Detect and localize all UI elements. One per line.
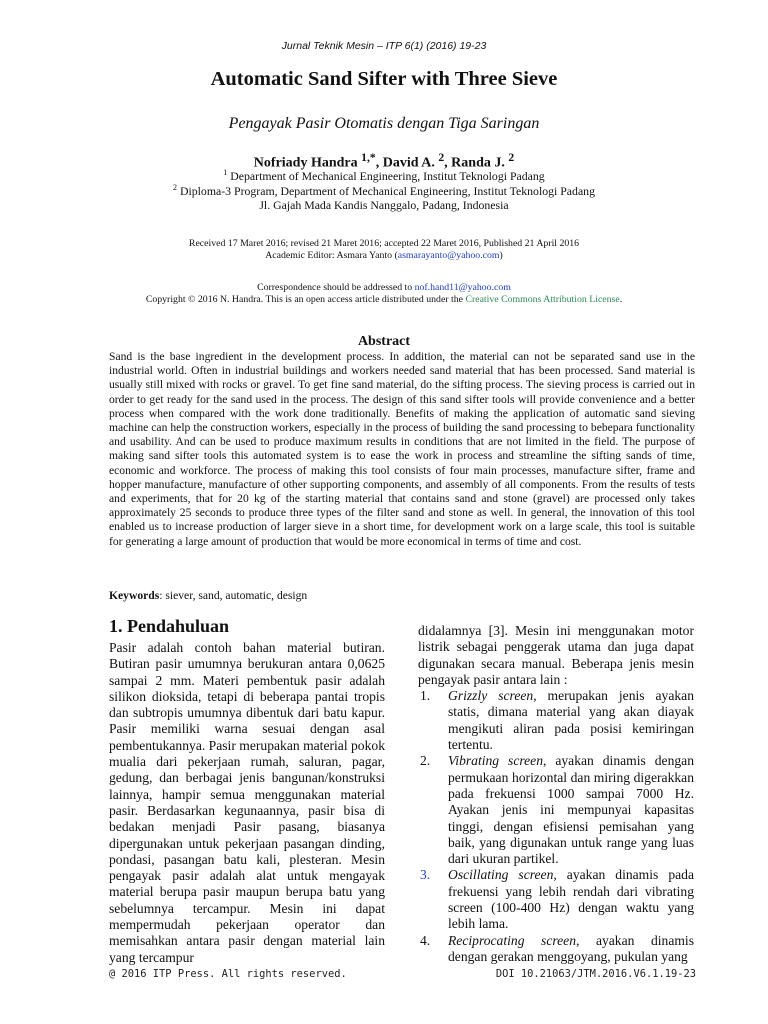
- list-term: Vibrating screen: [448, 753, 544, 769]
- article-dates: Received 17 Maret 2016; revised 21 Maret 2016; accepted 22 Maret 2016, Published 21 April 2016: [188, 238, 580, 249]
- list-item: [418, 867, 694, 932]
- list-term: Grizzly screen: [448, 688, 534, 704]
- editor-suffix: ): [499, 250, 503, 261]
- affil-mark: 2: [173, 183, 177, 192]
- keywords-label: Keywords: [109, 589, 160, 602]
- correspondence-email-link[interactable]: nof.hand11@yahoo.com: [414, 282, 511, 293]
- affiliation-2: [0, 183, 768, 199]
- list-item: [418, 688, 694, 753]
- list-text: , ayakan dinamis dengan permukaan horizontal dan miring digerakkan pada frekuensi 1000 sampai 7000 Hz. Ayakan jenis ini mempunyai kapasitas tinggi, dengan efisiensi pemisahan yang baik, yang digunakan untuk range yang luas dari ukuran partikel.: [448, 753, 694, 867]
- copyright-suffix: .: [619, 294, 623, 305]
- correspondence-label: Correspondence should be addressed to: [257, 282, 415, 293]
- author-name: , David A.: [375, 155, 439, 171]
- affil-mark: 1: [223, 168, 228, 177]
- copyright-notice: [0, 294, 768, 305]
- keywords: [109, 589, 307, 602]
- correspondence: [0, 282, 768, 293]
- list-term: Reciprocating screen: [448, 932, 577, 948]
- journal-header: Jurnal Teknik Mesin – ITP 6(1) (2016) 19-23: [281, 40, 487, 52]
- author-name: , Randa J.: [444, 155, 509, 171]
- abstract-heading: Abstract: [357, 334, 411, 349]
- list-item: [418, 753, 694, 867]
- keywords-text: : siever, sand, automatic, design: [159, 589, 308, 602]
- author-affil-mark: 2: [438, 151, 445, 164]
- list-number: 1.: [420, 688, 431, 704]
- section-heading: 1. Pendahuluan: [109, 616, 230, 636]
- left-column: [109, 640, 385, 966]
- list-number: 2.: [420, 753, 431, 769]
- affil-text: Department of Mechanical Engineering, Institut Teknologi Padang: [227, 168, 545, 183]
- paper-title: Automatic Sand Sifter with Three Sieve: [210, 68, 558, 90]
- editor-label: Academic Editor: Asmara Yanto (: [265, 250, 398, 261]
- affil-text: Diploma-3 Program, Department of Mechanical Engineering, Institut Teknologi Padang: [177, 183, 595, 198]
- author-affil-mark: 2: [508, 151, 515, 164]
- footer-copyright: @ 2016 ITP Press. All rights reserved.: [109, 968, 347, 980]
- author-affil-mark: 1,*: [361, 151, 376, 164]
- footer-doi: DOI 10.21063/JTM.2016.V6.1.19-23: [495, 968, 696, 980]
- body-paragraph: didalamnya [3]. Mesin ini menggunakan motor listrik sebagai penggerak utama dan juga dapat digunakan secara manual. Beberapa jenis mesin pengayak pasir antara lain :: [418, 623, 694, 687]
- license-link[interactable]: Creative Commons Attribution License: [465, 294, 620, 305]
- list-number: 4.: [420, 932, 431, 948]
- right-column: [418, 623, 694, 965]
- author-name: Nofriady Handra: [253, 155, 362, 171]
- copyright-text: Copyright © 2016 N. Handra. This is an open access article distributed under the: [145, 294, 466, 305]
- list-text: , ayakan dinamis dengan gerakan menggoyang, pukulan yang: [448, 932, 694, 964]
- paper-subtitle: Pengayak Pasir Otomatis dengan Tiga Saringan: [228, 115, 540, 132]
- list-text: , merupakan jenis ayakan statis, dimana material yang akan diayak mengikuti aliran pada posisi kemiringan tertentu.: [448, 688, 694, 753]
- body-paragraph: Pasir adalah contoh bahan material butiran. Butiran pasir umumnya berukuran antara 0,0625 sampai 2 mm. Materi pembentuk pasir adalah silikon dioksida, tetapi di beberapa pantai tropis dan subtropis umumnya dibentuk dari batu kapur. Pasir memiliki warna sesuai dengan asal pembentukannya. Pasir merupakan material pokok mualia dari pekerjaan rumah, saluran, pagar, gedung, dan berbagai jenis bangunan/konstruksi lainnya, hampir semua menggunakan material pasir. Berdasarkan kegunaannya, pasir bisa di bedakan menjadi Pasir pasang, biasanya dipergunakan untuk pekerjaan pasangan dinding, pondasi, pasangan batu kali, plesteran. Mesin pengayak pasir adalah alat untuk mengayak material berupa pasir maupun berupa batu yang sebelumnya tercampur. Mesin ini dapat mempermudah pekerjaan operator dan memisahkan antara pasir dengan material lain yang tercampur: [109, 640, 385, 965]
- list-number: 3.: [420, 867, 431, 883]
- affiliation-address: Jl. Gajah Mada Kandis Nanggalo, Padang, Indonesia: [259, 198, 509, 212]
- affiliation-1: [0, 168, 768, 184]
- editor-email-link[interactable]: asmarayanto@yahoo.com: [397, 250, 500, 261]
- academic-editor: [0, 250, 768, 261]
- list-term: Oscillating screen: [448, 867, 554, 883]
- list-item: [418, 933, 694, 966]
- abstract-text: Sand is the base ingredient in the development process. In addition, the material can not be separated sand use in the industrial world. Often in industrial buildings and workers needed sand material that has been processed. Sand material is usually still mixed with rocks or gravel. To get fine sand material, do the sifting process. The sieving process is carried out in order to get ready for the sand used in the process. The design of this sand sifter tools will provide convenience and a better process when compared with the work done traditionally. Benefits of making the application of automatic sand sieving machine can help the construction workers, especially in the process of building the sand processing to bebepara functionality and usability. And can be used to produce maximum results in conditions that are not limited in the field. The purpose of making sand sifter tools this automated system is to ease the work in process and streamline the sifting sands of time, economic and workforce. The process of making this tool consists of four main processes, manufacture sifter, frame and hopper manufacture, manufacture of other supporting components, and assembly of all components. From the results of tests and experiments, that for 20 kg of the starting material that contains sand and stone (gravel) are processed only takes approximately 25 seconds to produce three types of the filter sand and stone as well. In general, the innovation of this tool enabled us to increase production of larger sieve in a short time, for development work on a large scale, this tool is suitable for generating a large amount of production that would be more economical in terms of time and cost.: [109, 350, 695, 548]
- list-text: , ayakan dinamis pada frekuensi yang lebih rendah dari vibrating screen (100-400 Hz) dengan waktu yang lebih lama.: [448, 867, 694, 932]
